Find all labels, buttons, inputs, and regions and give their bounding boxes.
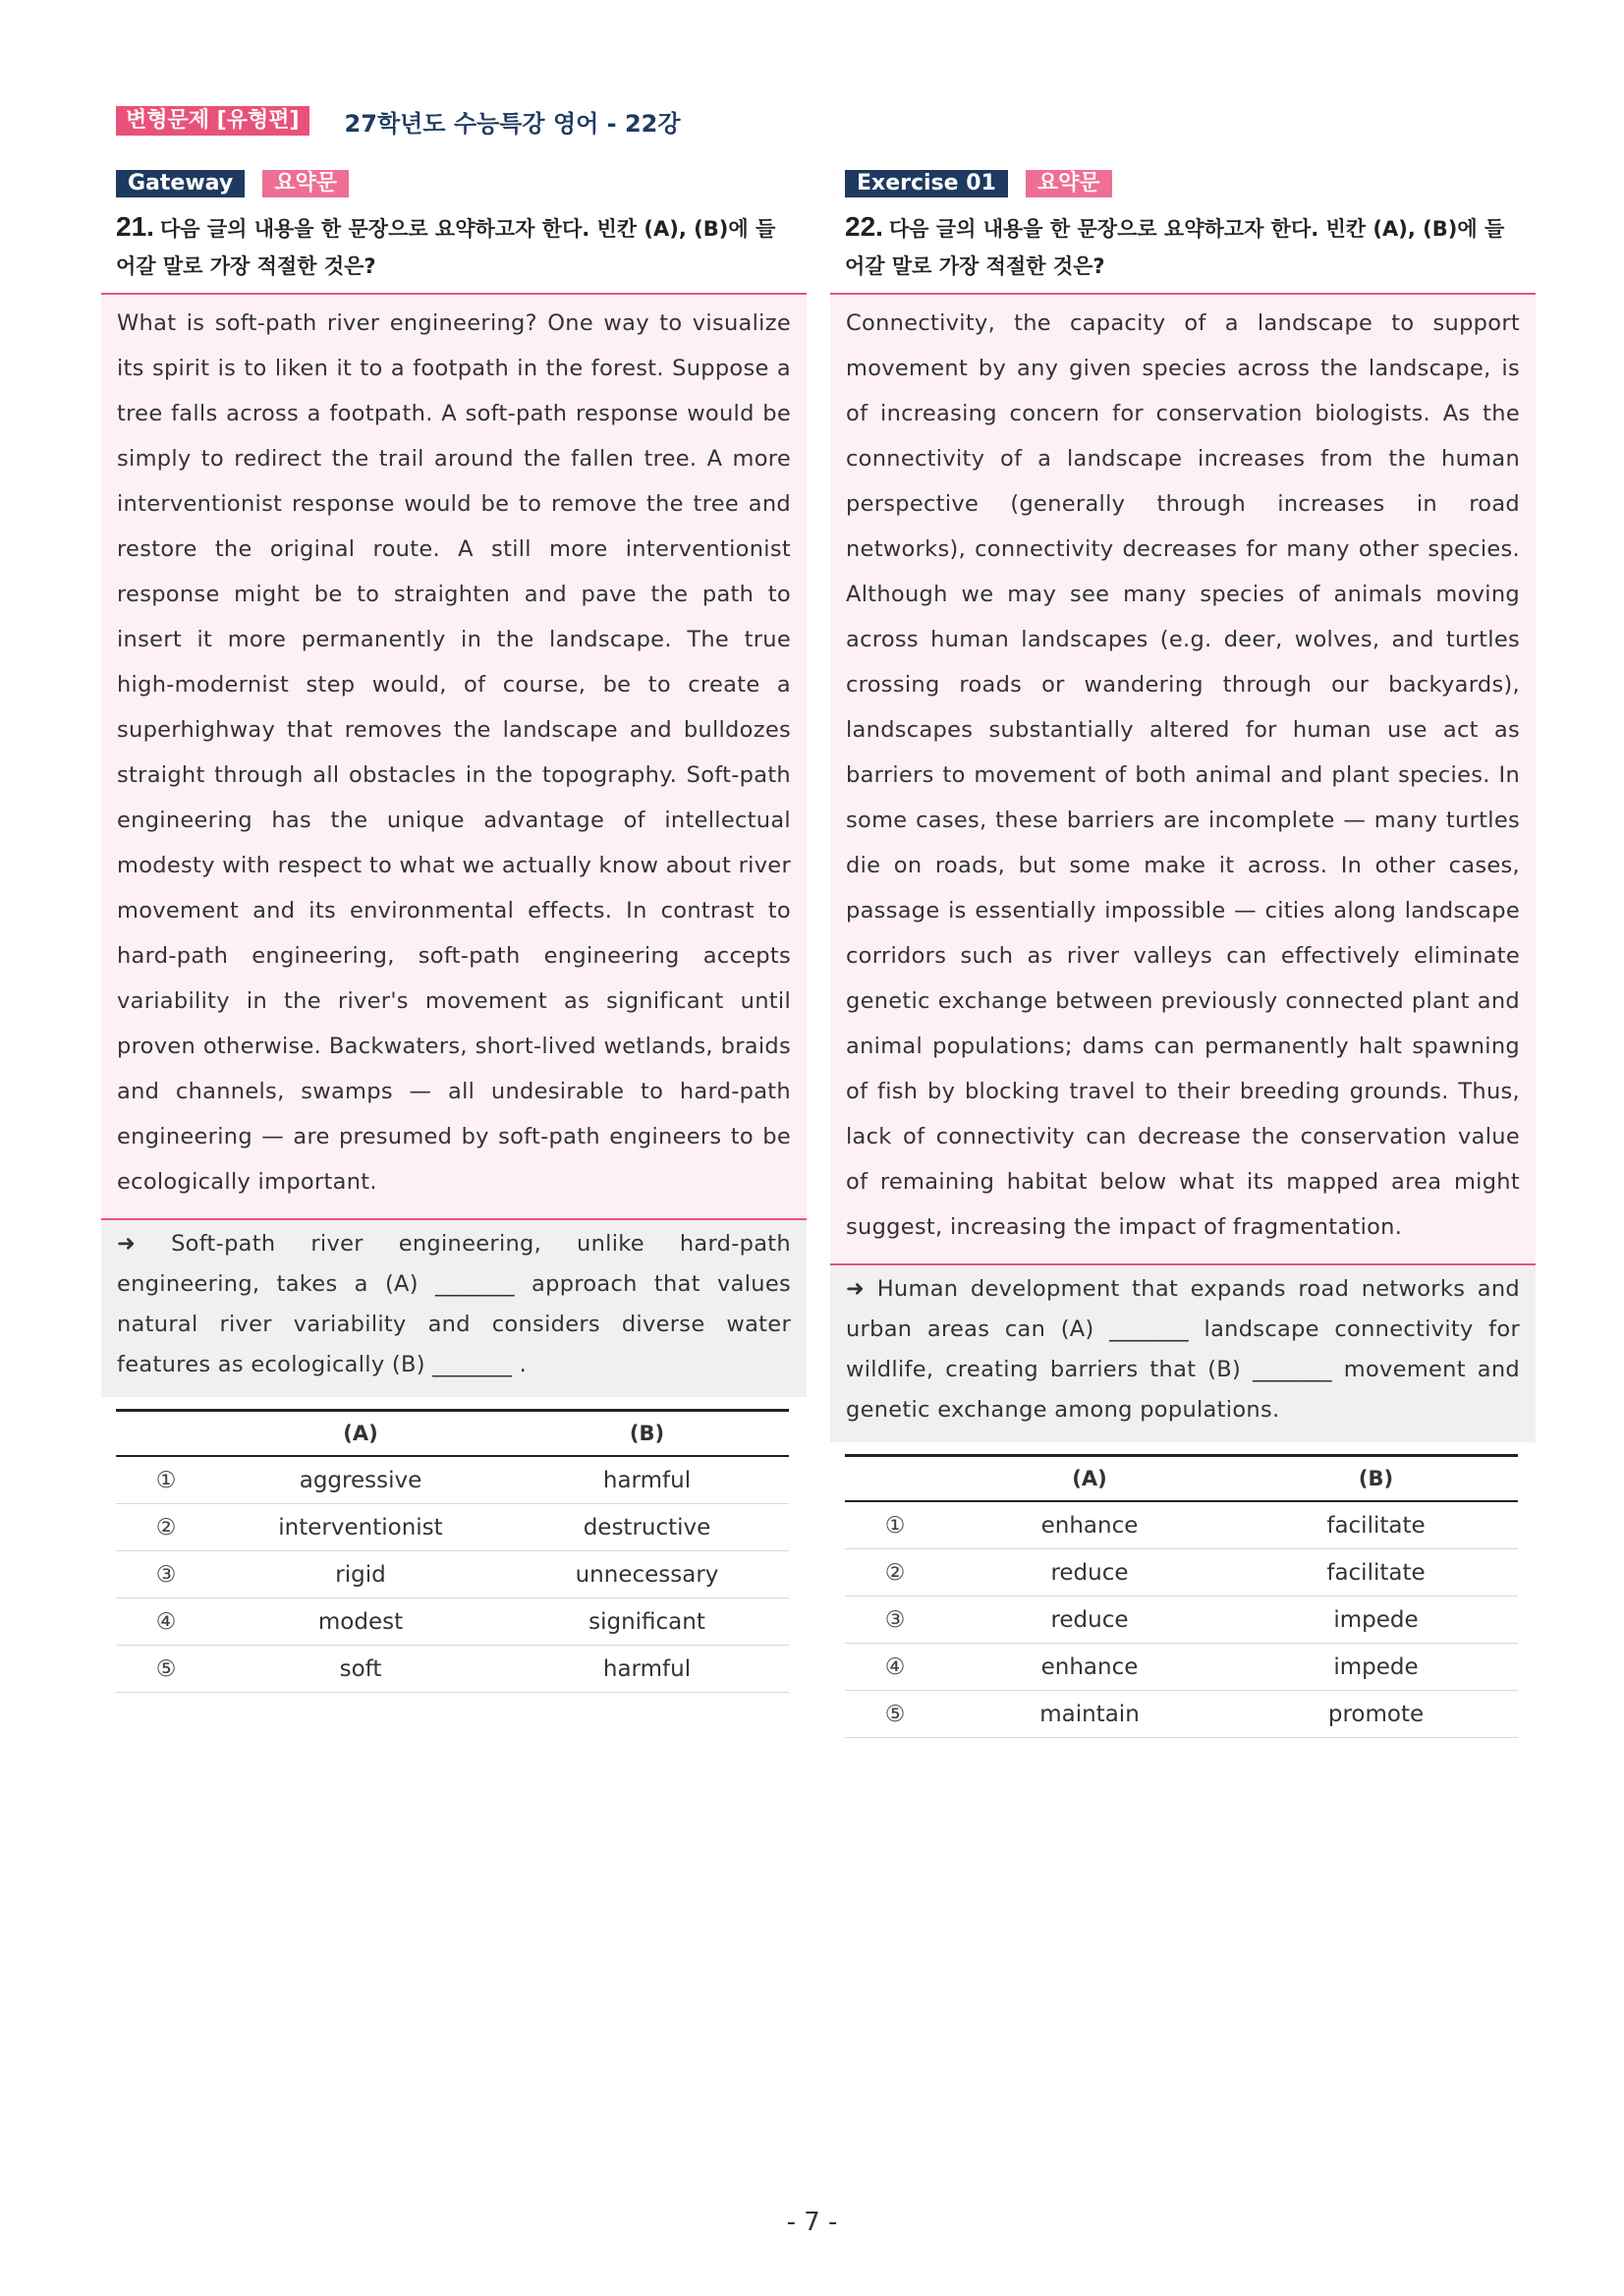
option-number: ② [845,1549,945,1596]
option-b: destructive [505,1504,789,1551]
right-question [845,208,1523,285]
right-passage-text: Connectivity, the capacity of a landscape to support movement by any given species across the landscape, is of increasing concern for conservation biologists. As the connectivity of a landscape increases from the human perspective (generally through increases in road networks), connectivity decreases for many other species. Although we may see many species of animals moving across human landscapes (e.g. deer, wolves, and turtles crossing roads or wandering through our backyards), landscapes substantially altered for human use act as barriers to movement of both animal and plant species. In some cases, these barriers are incomplete — many turtles die on roads, but some make it across. In other cases, passage is essentially impossible — cities along landscape corridors such as river valleys can effectively eliminate genetic exchange between previously connected plant and animal populations; dams can permanently halt spawning of fish by blocking travel to their breeding grounds. Thus, lack of connectivity can decrease the conservation value of remaining habitat below what its mapped area might suggest, increasing the impact of fragmentation. [846,310,1520,1240]
option-a: reduce [945,1549,1234,1596]
option-number: ⑤ [845,1691,945,1738]
option-number: ③ [116,1551,216,1598]
right-summary-box [830,1265,1536,1442]
left-header-a: (A) [216,1411,505,1457]
left-options-header [116,1411,789,1457]
option-number: ⑤ [116,1646,216,1693]
right-question-text: 다음 글의 내용을 한 문장으로 요약하고자 한다. 빈칸 (A), (B)에 들어갈 말로 가장 적절한 것은? [845,217,1505,278]
unit-type-tag: 변형문제 [유형편] [116,106,309,136]
left-type-tag: 요약문 [262,170,349,197]
left-tag-row [116,169,807,198]
right-summary-text: ➜ Human development that expands road networks and urban areas can (A) _______ landscape connectivity for wildlife, creating barriers that (B) _______ movement and genetic exchange among populations. [846,1276,1520,1423]
left-option-row[interactable] [116,1504,789,1551]
option-a: reduce [945,1596,1234,1644]
left-option-row[interactable] [116,1646,789,1693]
option-b: impede [1234,1644,1518,1691]
option-a: modest [216,1598,505,1646]
right-option-row[interactable] [845,1501,1518,1549]
right-option-row[interactable] [845,1596,1518,1644]
left-option-row[interactable] [116,1598,789,1646]
option-number: ① [845,1501,945,1549]
option-a: rigid [216,1551,505,1598]
left-question-text: 다음 글의 내용을 한 문장으로 요약하고자 한다. 빈칸 (A), (B)에 들어갈 말로 가장 적절한 것은? [116,217,776,278]
left-header-b: (B) [505,1411,789,1457]
left-passage-box [101,293,807,1220]
left-options-table [116,1409,789,1693]
page-header [116,104,681,138]
right-header-b: (B) [1234,1456,1518,1502]
right-header-a: (A) [945,1456,1234,1502]
option-a: interventionist [216,1504,505,1551]
right-options-header [845,1456,1518,1502]
right-option-row[interactable] [845,1691,1518,1738]
page-number: - 7 - [786,2208,838,2237]
option-number: ② [116,1504,216,1551]
right-option-row[interactable] [845,1644,1518,1691]
gateway-label: Gateway [116,170,245,197]
option-b: harmful [505,1456,789,1504]
option-b: facilitate [1234,1549,1518,1596]
left-summary-text: ➜ Soft-path river engineering, unlike hard-path engineering, takes a (A) _______ approach that values natural river variability and considers diverse water features as ecologically (B) _______ . [117,1231,791,1377]
right-header-num [845,1456,945,1502]
right-question-number: 22. [845,211,883,242]
option-b: promote [1234,1691,1518,1738]
option-number: ① [116,1456,216,1504]
left-option-row[interactable] [116,1551,789,1598]
left-passage-text: What is soft-path river engineering? One way to visualize its spirit is to liken it to a footpath in the forest. Suppose a tree falls across a footpath. A soft-path response would be simply to redirect the trail around the fallen tree. A more interventionist response would be to remove the tree and restore the original route. A still more interventionist response might be to straighten and pave the path to insert it more permanently in the landscape. The true high-modernist step would, of course, be to create a superhighway that removes the landscape and bulldozes straight through all obstacles in the topography. Soft-path engineering has the unique advantage of intellectual modesty with respect to what we actually know about river movement and its environmental effects. In contrast to hard-path engineering, soft-path engineering accepts variability in the river's movement as significant until proven otherwise. Backwaters, short-lived wetlands, braids and channels, swamps — all undesirable to hard-path engineering — are presumed by soft-path engineers to be ecologically important. [117,310,791,1195]
right-option-row[interactable] [845,1549,1518,1596]
page-title: 27학년도 수능특강 영어 - 22강 [344,109,681,138]
left-header-num [116,1411,216,1457]
option-b: significant [505,1598,789,1646]
right-type-tag: 요약문 [1026,170,1112,197]
option-b: unnecessary [505,1551,789,1598]
exercise-label: Exercise 01 [845,170,1008,197]
option-a: maintain [945,1691,1234,1738]
option-a: aggressive [216,1456,505,1504]
option-number: ③ [845,1596,945,1644]
right-passage-box [830,293,1536,1265]
option-a: soft [216,1646,505,1693]
left-option-row[interactable] [116,1456,789,1504]
left-summary-box [101,1220,807,1397]
option-b: facilitate [1234,1501,1518,1549]
right-options-table [845,1454,1518,1738]
left-question-number: 21. [116,211,154,242]
left-question [116,208,794,285]
right-tag-row [845,169,1536,198]
right-column [830,169,1536,1738]
left-column [101,169,807,1693]
option-number: ④ [845,1644,945,1691]
option-b: impede [1234,1596,1518,1644]
option-b: harmful [505,1646,789,1693]
option-a: enhance [945,1644,1234,1691]
option-number: ④ [116,1598,216,1646]
option-a: enhance [945,1501,1234,1549]
